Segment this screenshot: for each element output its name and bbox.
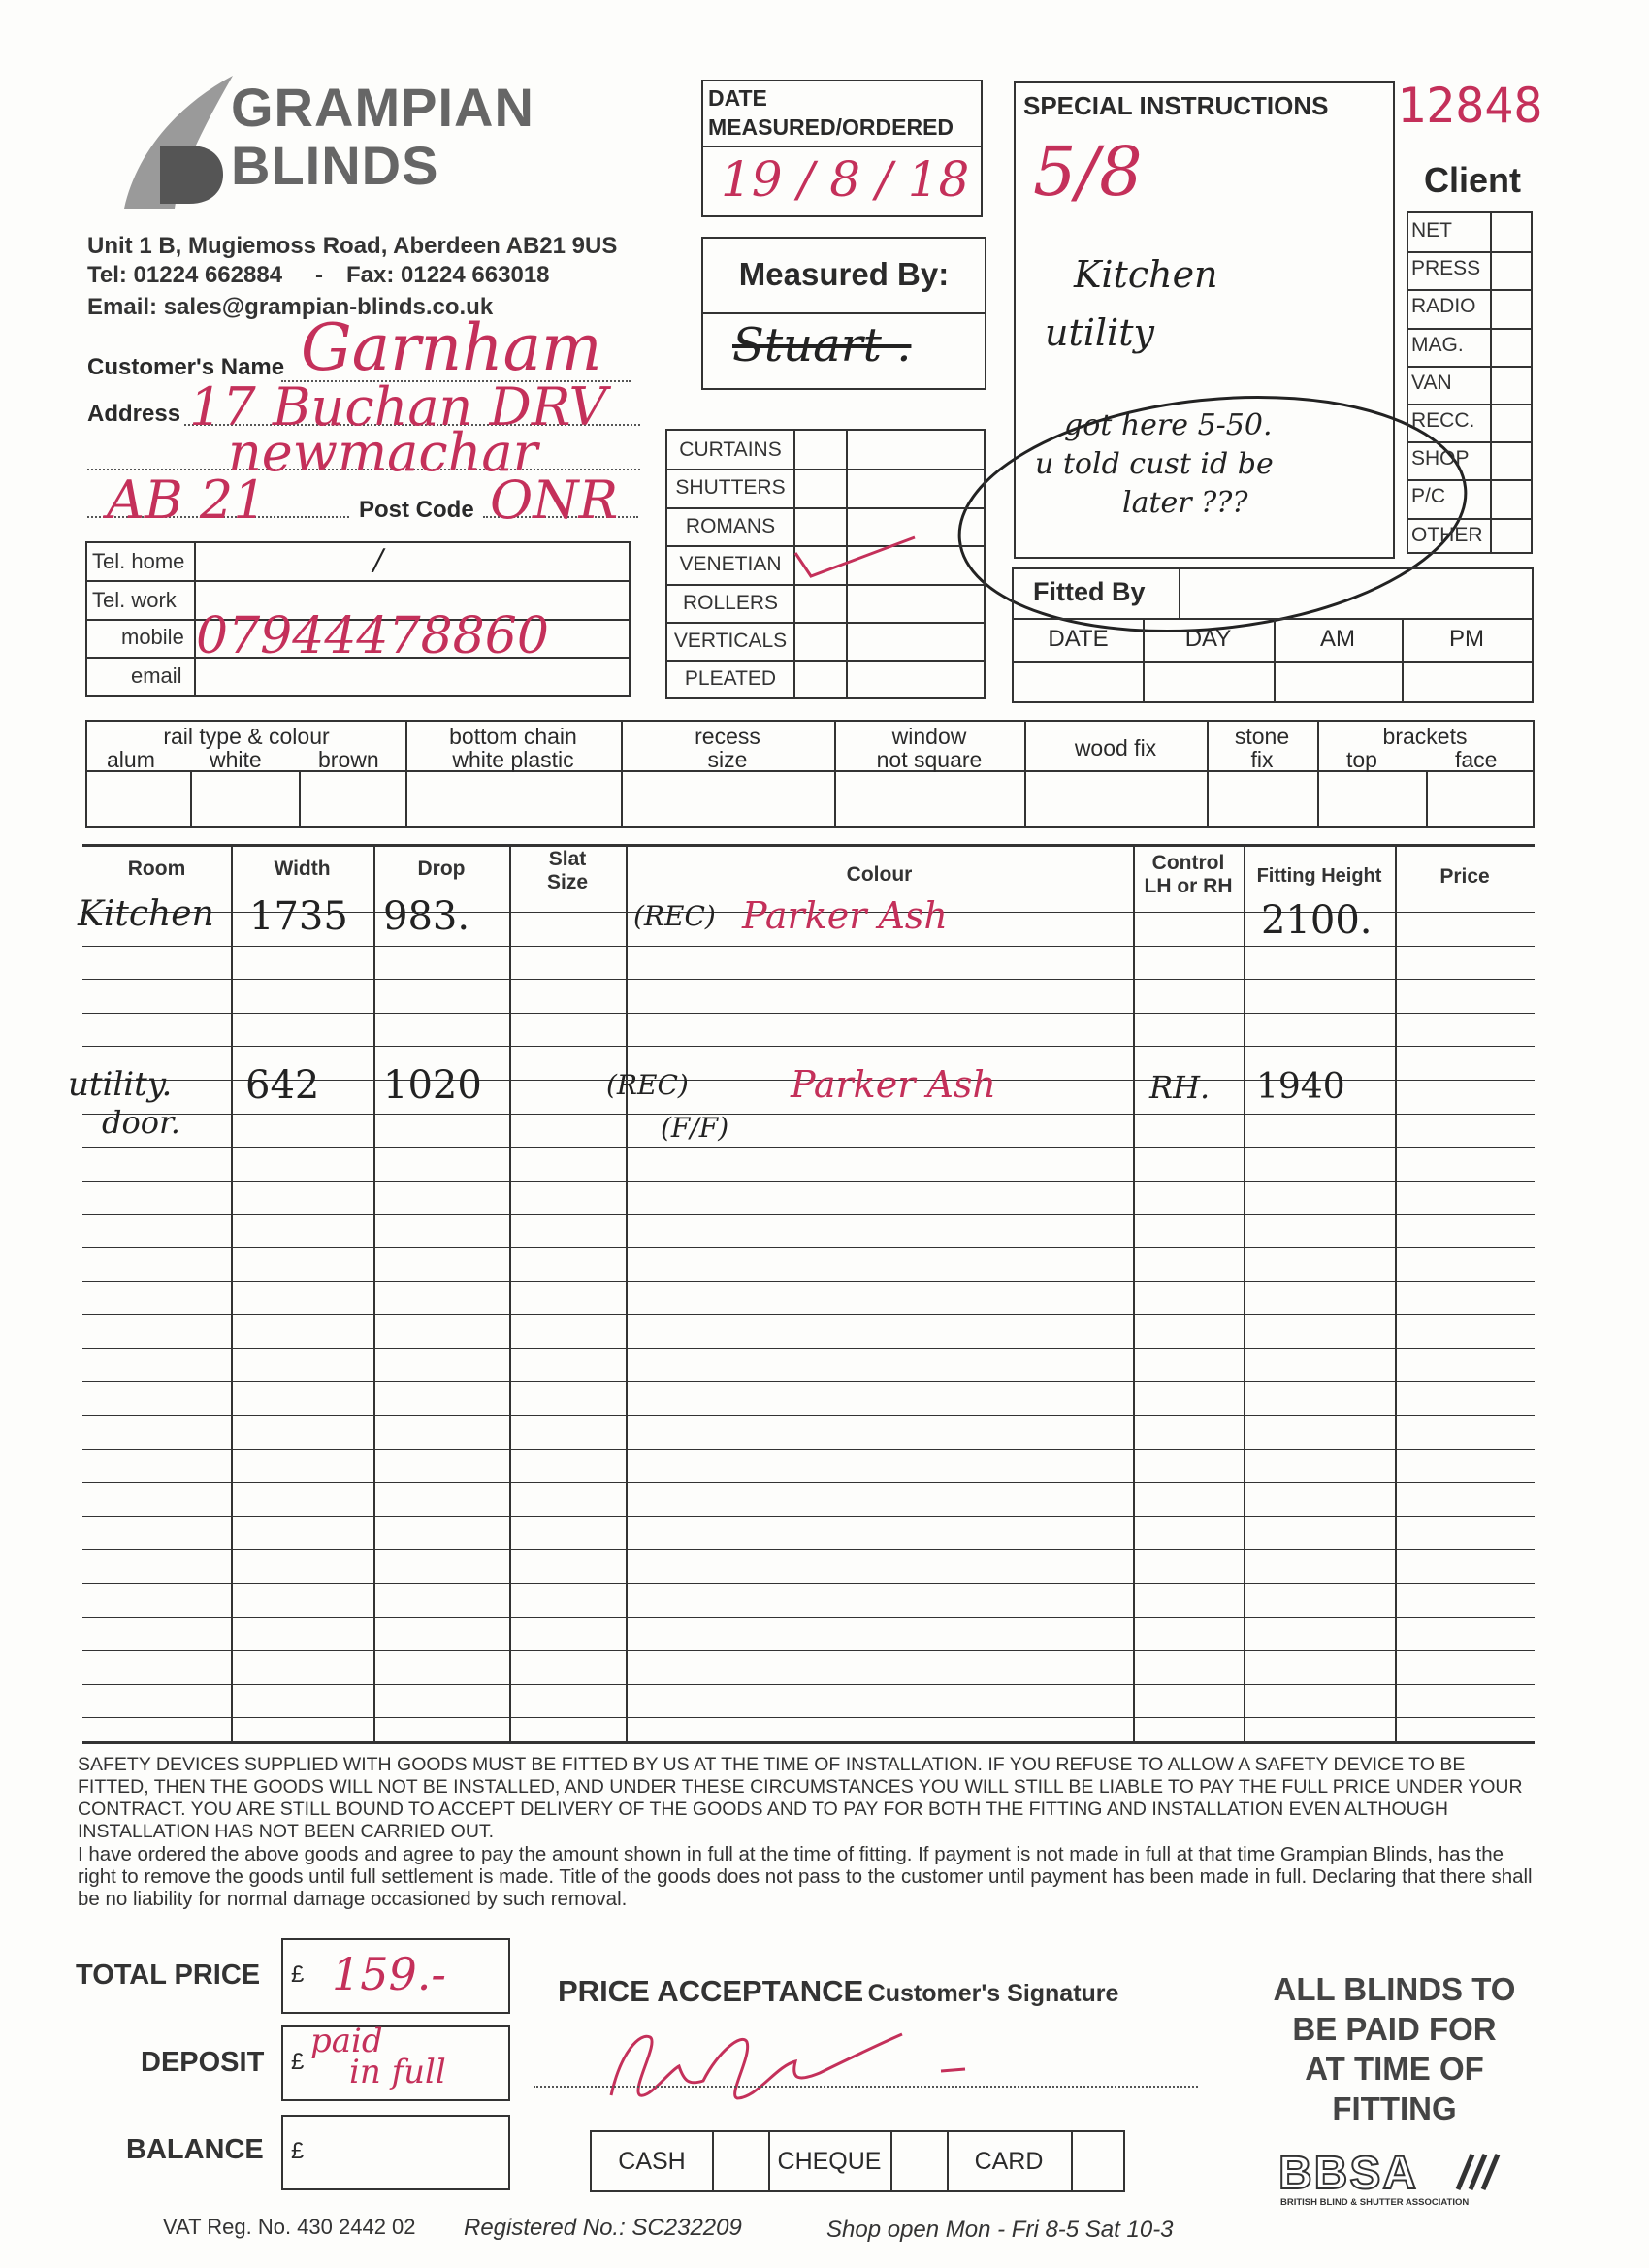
recess-label-1: recess xyxy=(695,724,760,749)
form-number: 12848 xyxy=(1397,78,1543,134)
fitted-am-label: AM xyxy=(1320,626,1355,652)
special-instructions-line1: Kitchen xyxy=(1074,253,1218,296)
shop-hours: Shop open Mon - Fri 8-5 Sat 10-3 xyxy=(826,2217,1174,2243)
options-row-box xyxy=(85,720,1535,828)
row2-colour: Parker Ash xyxy=(791,1063,996,1106)
recess-label-2: size xyxy=(707,747,748,772)
order-terms: I have ordered the above goods and agree to pay the amount shown in full at the time of fitting. If payment is not made in full at that time Grampian Blinds, has the right to remove the goods until full settlement is made. Title of the goods does not pass to the customer until payment has been made in full. Declaring that there shall be no liability for normal damage occasioned by such removal. xyxy=(78,1843,1533,1910)
payment-notice-line2: BE PAID FOR xyxy=(1292,2011,1497,2047)
total-price-box xyxy=(281,1938,510,2014)
col-slat-header-1: Slat xyxy=(548,848,587,870)
deposit-box xyxy=(281,2022,510,2101)
safety-notice: SAFETY DEVICES SUPPLIED WITH GOODS MUST BE FITTED BY US AT THE TIME OF INSTALLATION. IF YOU REFUSE TO ALLOW A SAFETY DEVICE TO BE FITTED, THEN THE GOODS WILL NOT BE INSTALLED, AND UNDER THESE CIRCUMSTANCES YOU WILL STILL BE LIABLE TO PAY THE FULL PRICE UNDER YOUR CONTRACT. YOU ARE STILL BOUND TO ACCEPT DELIVERY OF THE GOODS AND TO PAY FOR BOTH THE FITTING AND INSTALLATION EVEN ALTHOUGH INSTALLATION HAS NOT BEEN CARRIED OUT. xyxy=(78,1754,1523,1842)
company-fax: Fax: 01224 663018 xyxy=(346,262,550,288)
total-price-value: 159.- xyxy=(332,1948,446,2000)
fitted-date-label: DATE xyxy=(1048,626,1109,652)
date-label-1: DATE xyxy=(708,85,767,111)
window-label-2: not square xyxy=(876,747,983,772)
col-slat-header-2: Size xyxy=(546,871,589,893)
bbsa-logo-text: BBSA xyxy=(1278,2148,1419,2199)
bbsa-logo xyxy=(1278,2147,1511,2215)
customer-name-label: Customer's Name xyxy=(87,354,285,380)
product-verticals: VERTICALS xyxy=(673,630,788,652)
company-name-line2: BLINDS xyxy=(231,135,439,196)
col-width-header: Width xyxy=(274,858,331,880)
company-tel: Tel: 01224 662884 xyxy=(87,262,283,288)
tel-work-label: Tel. work xyxy=(92,588,177,612)
row2-control: RH. xyxy=(1149,1069,1211,1106)
payment-notice xyxy=(1222,1969,1567,2128)
address-line3: AB 21 xyxy=(107,470,267,531)
measured-by-label: Measured By: xyxy=(738,256,950,292)
bbsa-slash-icon xyxy=(1453,2153,1502,2191)
row1-height: 2100. xyxy=(1261,898,1373,943)
customer-signature-icon xyxy=(582,2013,989,2110)
vat-number: VAT Reg. No. 430 2442 02 xyxy=(163,2215,416,2239)
payment-card-label: CARD xyxy=(974,2148,1044,2175)
deposit-value-1: paid xyxy=(310,2022,383,2060)
brackets-top-label: top xyxy=(1346,747,1377,772)
row2-rec2: (F/F) xyxy=(661,1112,729,1144)
rollers-check-icon xyxy=(793,535,920,594)
brackets-face-label: face xyxy=(1455,747,1498,772)
wood-fix-label: wood fix xyxy=(1074,735,1157,761)
col-control-header-1: Control xyxy=(1151,852,1225,874)
client-label: Client xyxy=(1424,160,1522,200)
row1-drop: 983. xyxy=(383,894,470,939)
special-instructions-note3: later ??? xyxy=(1122,486,1248,520)
fitted-day-label: DAY xyxy=(1184,626,1232,652)
product-pleated: PLEATED xyxy=(684,667,777,691)
address-line1: 17 Buchan DRV xyxy=(189,376,607,437)
company-address: Unit 1 B, Mugiemoss Road, Aberdeen AB21 9US xyxy=(87,233,618,259)
payment-cash-label: CASH xyxy=(618,2148,686,2175)
fitted-by-box xyxy=(1012,567,1534,703)
customer-signature-label: Customer's Signature xyxy=(867,1980,1119,2007)
special-instructions-line2: utility xyxy=(1045,311,1154,354)
company-name-line1: GRAMPIAN xyxy=(231,77,534,138)
row2-width: 642 xyxy=(245,1063,320,1108)
address-line2: newmachar xyxy=(228,422,538,483)
price-acceptance xyxy=(558,1974,1118,2009)
product-venetian: VENETIAN xyxy=(679,553,782,576)
measured-by-value: Stuart . xyxy=(732,318,912,373)
payment-notice-line3: AT TIME OF xyxy=(1305,2051,1484,2087)
bottom-chain-label-2: white plastic xyxy=(452,747,574,772)
row2-height: 1940 xyxy=(1256,1067,1345,1107)
company-email: Email: sales@grampian-blinds.co.uk xyxy=(87,294,494,320)
measurements-table xyxy=(68,844,1537,1746)
client-option-pc: P/C xyxy=(1411,485,1446,508)
window-label-1: window xyxy=(891,724,967,749)
price-acceptance-label: PRICE ACCEPTANCE xyxy=(558,1974,864,2008)
client-option-mag: MAG. xyxy=(1411,333,1464,356)
balance-currency: £ xyxy=(291,2138,305,2164)
client-option-radio: RADIO xyxy=(1411,295,1476,318)
date-measured-box xyxy=(701,80,983,217)
brackets-label: brackets xyxy=(1382,724,1468,749)
payment-cheque-label: CHEQUE xyxy=(777,2148,882,2175)
payment-method-box xyxy=(590,2130,1125,2192)
row1-width: 1735 xyxy=(249,894,348,939)
product-shutters: SHUTTERS xyxy=(675,476,786,500)
col-colour-header: Colour xyxy=(846,863,913,886)
payment-notice-line4: FITTING xyxy=(1332,2090,1457,2126)
tel-fax-separator: - xyxy=(315,262,323,288)
client-option-recc: RECC. xyxy=(1411,409,1475,432)
special-instructions-note2: u told cust id be xyxy=(1035,447,1274,481)
col-drop-header: Drop xyxy=(417,858,466,880)
rail-type-label: rail type & colour xyxy=(163,724,330,749)
deposit-currency: £ xyxy=(291,2049,305,2075)
stone-fix-label-2: fix xyxy=(1250,747,1274,772)
product-rollers: ROLLERS xyxy=(682,591,779,614)
row2-drop: 1020 xyxy=(383,1063,482,1108)
bbsa-caption: BRITISH BLIND & SHUTTER ASSOCIATION xyxy=(1280,2197,1470,2208)
row2-room: utility. xyxy=(68,1065,173,1104)
rail-white-label: white xyxy=(210,747,262,772)
col-price-header: Price xyxy=(1439,865,1490,888)
tel-home-label: Tel. home xyxy=(92,549,185,573)
row2-rec: (REC) xyxy=(606,1069,689,1101)
product-romans: ROMANS xyxy=(685,514,776,537)
col-room-header: Room xyxy=(127,858,186,880)
address-label: Address xyxy=(87,401,181,427)
client-option-press: PRESS xyxy=(1411,257,1481,280)
customer-name: Garnham xyxy=(301,310,602,385)
client-option-net: NET xyxy=(1411,219,1452,242)
rail-brown-label: brown xyxy=(318,747,379,772)
special-instructions-label: SPECIAL INSTRUCTIONS xyxy=(1023,91,1329,120)
col-control-header-2: LH or RH xyxy=(1144,875,1233,897)
special-instructions-note1: got here 5-50. xyxy=(1064,408,1273,442)
row1-rec: (REC) xyxy=(633,900,716,932)
payment-notice-line1: ALL BLINDS TO xyxy=(1273,1971,1516,2007)
row1-colour: Parker Ash xyxy=(742,894,948,937)
postcode-value: ONR xyxy=(490,470,619,531)
total-price-label: TOTAL PRICE xyxy=(76,1960,261,1991)
balance-box xyxy=(281,2115,510,2190)
company-logo xyxy=(116,68,534,213)
date-label-2: MEASURED/ORDERED xyxy=(708,114,954,140)
product-curtains: CURTAINS xyxy=(679,438,782,461)
stone-fix-label-1: stone xyxy=(1234,724,1290,749)
client-option-shop: SHOP xyxy=(1411,447,1470,470)
client-option-van: VAN xyxy=(1411,371,1452,394)
col-height-header: Fitting Height xyxy=(1256,865,1382,887)
rail-alum-label: alum xyxy=(107,747,155,772)
row1-room: Kitchen xyxy=(78,894,214,934)
postcode-label: Post Code xyxy=(359,497,474,523)
row2-room-line2: door. xyxy=(102,1104,180,1141)
special-instructions-date: 5/8 xyxy=(1033,132,1143,211)
deposit-label: DEPOSIT xyxy=(141,2047,265,2078)
total-currency: £ xyxy=(291,1961,305,1988)
fitted-by-label: Fitted By xyxy=(1033,577,1146,606)
contact-box xyxy=(85,541,630,697)
products-box xyxy=(665,429,986,699)
registered-number: Registered No.: SC232209 xyxy=(464,2215,742,2241)
deposit-value-2: in full xyxy=(349,2053,446,2091)
mobile-label: mobile xyxy=(121,625,184,649)
balance-label: BALANCE xyxy=(126,2134,264,2165)
email-label: email xyxy=(131,664,182,688)
tel-home-value: / xyxy=(373,543,384,577)
fitted-pm-label: PM xyxy=(1449,626,1484,652)
date-value: 19 / 8 / 18 xyxy=(721,151,970,208)
mobile-value: 07944478860 xyxy=(196,607,549,665)
client-options-box xyxy=(1406,211,1533,554)
client-option-other: OTHER xyxy=(1411,523,1483,546)
bottom-chain-label-1: bottom chain xyxy=(449,724,577,749)
